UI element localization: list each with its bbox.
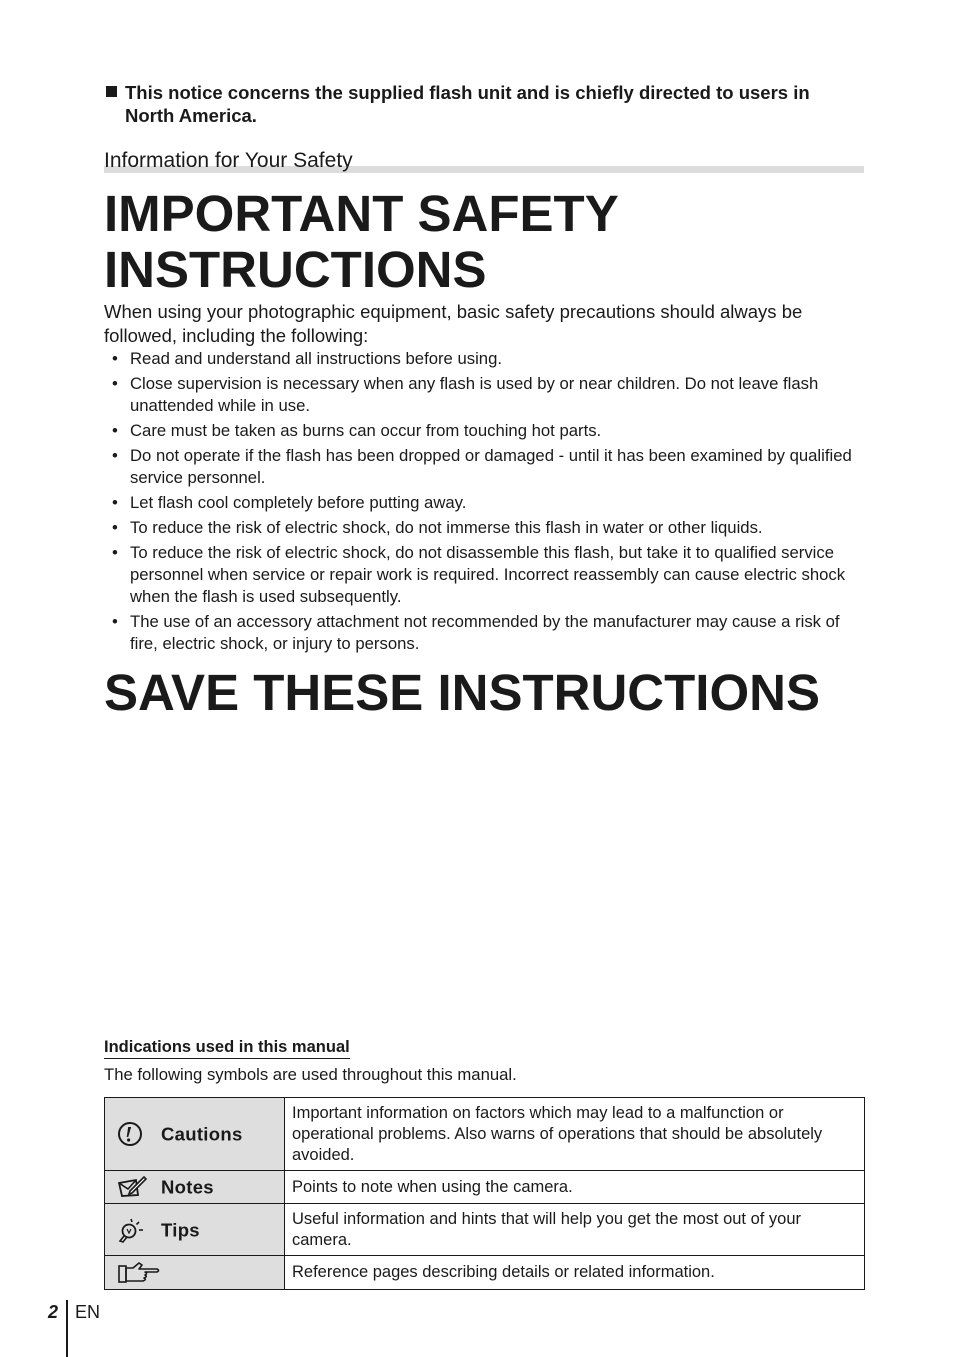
list-item: • Close supervision is necessary when any flash is used by or near children. Do not leave flash unattended while in use. [112,374,819,415]
list-item: • To reduce the risk of electric shock, do not disassemble this flash, but take it to qualified service personnel when service or repair work is required. Incorrect reassembly can cause electric shock when the flash is used subsequently. [112,543,846,606]
table-row [105,1256,865,1290]
intro-paragraph: When using your photographic equipment, basic safety precautions should always be followed, including the following: [104,301,803,346]
list-item: • To reduce the risk of electric shock, do not immerse this flash in water or other liquids. [112,518,763,537]
list-item: • The use of an accessory attachment not recommended by the manufacturer may cause a risk of fire, electric shock, or injury to persons. [112,612,840,653]
symbol-description: Reference pages describing details or related information. [285,1256,865,1290]
table-row [105,1171,865,1204]
section-heading [104,148,864,174]
bullet-icon: • [112,543,118,562]
symbol-description: Useful information and hints that will help you get the most out of your camera. [285,1204,865,1256]
symbol-description: Important information on factors which may lead to a malfunction or operational problems. Also warns of operations that should be absolutely avoided. [285,1098,865,1171]
language-code: EN [75,1302,101,1322]
page-number: 2 [48,1302,59,1322]
save-instructions-title: SAVE THESE INSTRUCTIONS [104,664,820,721]
indications-heading: Indications used in this manual [104,1036,350,1059]
list-item: • Care must be taken as burns can occur from touching hot parts. [112,421,602,440]
list-item: • Do not operate if the flash has been dropped or damaged - until it has been examined by qualified service personnel. [112,446,852,487]
pointing-hand-icon [117,1260,161,1286]
symbol-cell [105,1204,285,1256]
symbol-description: Points to note when using the camera. [285,1171,865,1204]
table-row [105,1204,865,1256]
table-row [105,1098,865,1171]
section-heading-label: Information for Your Safety [104,149,353,172]
symbol-label: Notes [161,1176,214,1198]
symbol-label: Tips [161,1219,200,1240]
important-safety-title: IMPORTANT SAFETY INSTRUCTIONS [104,185,618,298]
bullet-icon: • [112,421,118,440]
symbol-cell [105,1171,285,1204]
symbols-table [104,1097,865,1290]
notice [104,81,864,127]
notes-icon [117,1174,147,1200]
footer-divider [66,1300,68,1357]
tips-icon [117,1217,147,1243]
notice-text: This notice concerns the supplied flash unit and is chiefly directed to users in North America. [125,82,810,126]
indications-description: The following symbols are used throughout this manual. [104,1065,517,1084]
bullet-icon: • [112,446,118,465]
caution-icon [117,1121,147,1147]
list-item: • Let flash cool completely before putting away. [112,493,467,512]
bullet-icon: • [112,349,118,368]
list-item: • Read and understand all instructions before using. [112,349,502,368]
symbol-cell [105,1098,285,1171]
symbol-label: Cautions [161,1123,243,1145]
safety-bullet-list [104,348,864,658]
symbol-cell [105,1256,285,1290]
bullet-icon: • [112,493,118,512]
bullet-icon: • [112,374,118,393]
bullet-icon: • [112,612,118,631]
square-bullet-icon [106,86,117,97]
bullet-icon: • [112,518,118,537]
